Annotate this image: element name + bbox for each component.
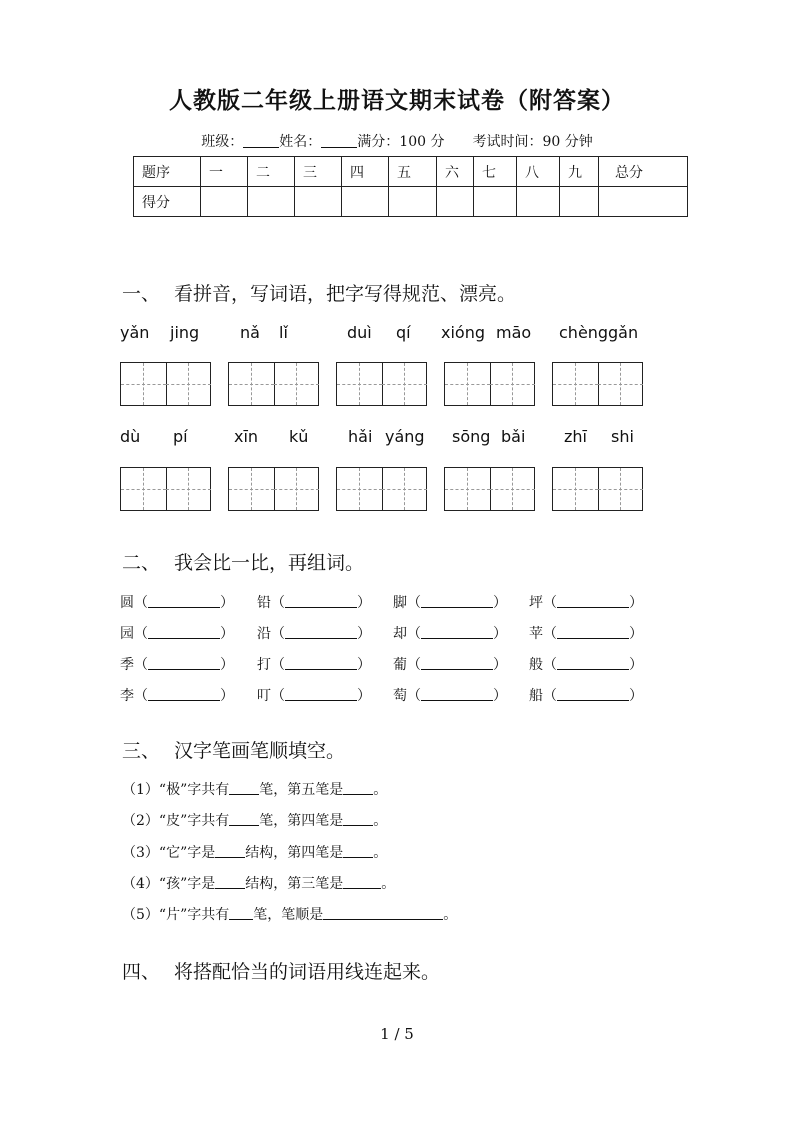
section-number: 四、 [122,961,161,983]
compare-item: 苹（ ） [529,626,643,642]
compare-item: 季（ ） [120,657,234,673]
pinyin-syllable: zhī [564,427,587,446]
pinyin-syllable: nǎ [240,323,260,342]
compare-char: 却 [393,626,407,642]
answer-blank[interactable] [285,687,357,701]
pinyin-syllable: jing [170,323,200,342]
writing-grid[interactable] [444,362,535,406]
score-cell[interactable] [437,187,474,217]
score-cell[interactable] [248,187,295,217]
score-cell[interactable] [295,187,342,217]
table-header-cell: 四 [342,157,389,187]
answer-blank[interactable] [343,844,373,858]
compare-char: 铅 [257,595,271,611]
pinyin-syllable: bǎi [501,427,526,446]
compare-char: 叮 [257,688,271,704]
answer-blank[interactable] [421,687,493,701]
answer-blank[interactable] [421,594,493,608]
pinyin-syllable: māo [496,323,532,342]
stroke-question: （2）“皮”字共有 笔，第四笔是 。 [122,813,388,829]
section-2-heading [122,548,364,575]
compare-char: 脚 [393,595,407,611]
answer-blank[interactable] [215,875,245,889]
section-number: 二、 [122,552,161,574]
pinyin-syllable: sōng [452,427,491,446]
answer-blank[interactable] [148,656,220,670]
answer-blank[interactable] [421,656,493,670]
writing-grid[interactable] [552,467,643,511]
section-4-heading [122,957,440,984]
answer-blank[interactable] [285,625,357,639]
compare-char: 沿 [257,626,271,642]
compare-item: 铅（ ） [257,595,371,611]
compare-item: 葡（ ） [393,657,507,673]
full-score: 满分：100 分 [357,134,445,150]
table-header-cell: 七 [474,157,517,187]
compare-item: 坪（ ） [529,595,643,611]
compare-char: 打 [257,657,271,673]
writing-grid[interactable] [120,467,211,511]
compare-char: 葡 [393,657,407,673]
compare-char: 园 [120,626,134,642]
score-cell[interactable] [474,187,517,217]
answer-blank[interactable] [229,812,259,826]
pinyin-syllable: yǎn [120,323,150,342]
section-title: 汉字笔画笔顺填空。 [174,740,346,762]
name-blank[interactable] [321,133,357,148]
answer-blank[interactable] [343,781,373,795]
table-header-cell: 一 [201,157,248,187]
answer-blank[interactable] [421,625,493,639]
score-table-score-row [134,187,688,217]
score-cell[interactable] [342,187,389,217]
writing-grid[interactable] [444,467,535,511]
answer-blank[interactable] [148,687,220,701]
table-header-cell: 三 [295,157,342,187]
score-cell[interactable] [560,187,599,217]
pinyin-syllable: duì [347,323,372,342]
pinyin-syllable: hǎi [348,427,373,446]
class-label: 班级： [201,134,244,150]
answer-blank[interactable] [285,656,357,670]
stroke-question: （3）“它”字是 结构，第四笔是 。 [122,845,388,861]
section-3-heading [122,736,345,763]
exam-info-line [0,131,794,151]
page-title: 人教版二年级上册语文期末试卷（附答案） [169,87,625,114]
writing-grid[interactable] [336,362,427,406]
section-number: 一、 [122,283,161,305]
pinyin-syllable: dù [120,427,141,446]
table-header-cell: 九 [560,157,599,187]
writing-grid[interactable] [228,362,319,406]
answer-blank[interactable] [148,594,220,608]
score-cell[interactable] [599,187,688,217]
compare-item: 般（ ） [529,657,643,673]
answer-blank[interactable] [215,844,245,858]
pinyin-syllable: kǔ [289,427,309,446]
compare-item: 沿（ ） [257,626,371,642]
section-title: 我会比一比，再组词。 [174,552,365,574]
page-number: 1 / 5 [380,1025,414,1043]
score-table [133,156,688,217]
stroke-question: （1）“极”字共有 笔，第五笔是 。 [122,782,388,798]
score-cell[interactable] [389,187,437,217]
writing-grid[interactable] [120,362,211,406]
answer-blank[interactable] [148,625,220,639]
compare-item: 园（ ） [120,626,234,642]
compare-char: 李 [120,688,134,704]
writing-grid[interactable] [228,467,319,511]
name-label: 姓名： [279,134,322,150]
answer-blank[interactable] [557,656,629,670]
table-header-cell: 二 [248,157,295,187]
score-cell[interactable] [201,187,248,217]
writing-grid[interactable] [336,467,427,511]
compare-item: 叮（ ） [257,688,371,704]
compare-item: 圆（ ） [120,595,234,611]
compare-item: 脚（ ） [393,595,507,611]
class-blank[interactable] [243,133,279,148]
pinyin-syllable: shi [611,427,634,446]
table-header-cell: 六 [437,157,474,187]
answer-blank[interactable] [229,781,259,795]
compare-char: 圆 [120,595,134,611]
section-title: 看拼音，写词语，把字写得规范、漂亮。 [174,283,517,305]
compare-char: 船 [529,688,543,704]
answer-blank[interactable] [557,687,629,701]
stroke-question: （5）“片”字共有 笔，笔顺是 。 [122,907,458,923]
table-header-cell: 题序 [134,157,201,187]
compare-char: 苹 [529,626,543,642]
answer-blank[interactable] [343,875,381,889]
compare-char: 般 [529,657,543,673]
section-title: 将搭配恰当的词语用线连起来。 [174,961,441,983]
table-header-cell: 五 [389,157,437,187]
answer-blank[interactable] [285,594,357,608]
compare-item: 船（ ） [529,688,643,704]
writing-grid[interactable] [552,362,643,406]
compare-char: 萄 [393,688,407,704]
pinyin-syllable: lǐ [279,323,288,342]
answer-blank[interactable] [343,812,373,826]
compare-item: 打（ ） [257,657,371,673]
table-row-label: 得分 [134,187,201,217]
answer-blank[interactable] [557,594,629,608]
exam-time: 考试时间：90 分钟 [472,134,593,150]
compare-char: 季 [120,657,134,673]
section-number: 三、 [122,740,161,762]
answer-blank[interactable] [323,906,443,920]
pinyin-syllable: xīn [234,427,259,446]
table-header-cell: 八 [517,157,560,187]
compare-item: 李（ ） [120,688,234,704]
pinyin-syllable: pí [173,427,188,446]
pinyin-syllable: chèng [559,323,609,342]
pinyin-syllable: xióng [441,323,485,342]
section-1-heading [122,279,516,306]
answer-blank[interactable] [229,906,253,920]
answer-blank[interactable] [557,625,629,639]
score-cell[interactable] [517,187,560,217]
pinyin-syllable: gǎn [608,323,639,342]
compare-item: 萄（ ） [393,688,507,704]
score-table-header-row [134,157,688,187]
compare-item: 却（ ） [393,626,507,642]
table-header-cell: 总分 [599,157,688,187]
pinyin-syllable: yáng [385,427,425,446]
stroke-question: （4）“孩”字是 结构，第三笔是 。 [122,876,396,892]
pinyin-syllable: qí [396,323,411,342]
compare-char: 坪 [529,595,543,611]
